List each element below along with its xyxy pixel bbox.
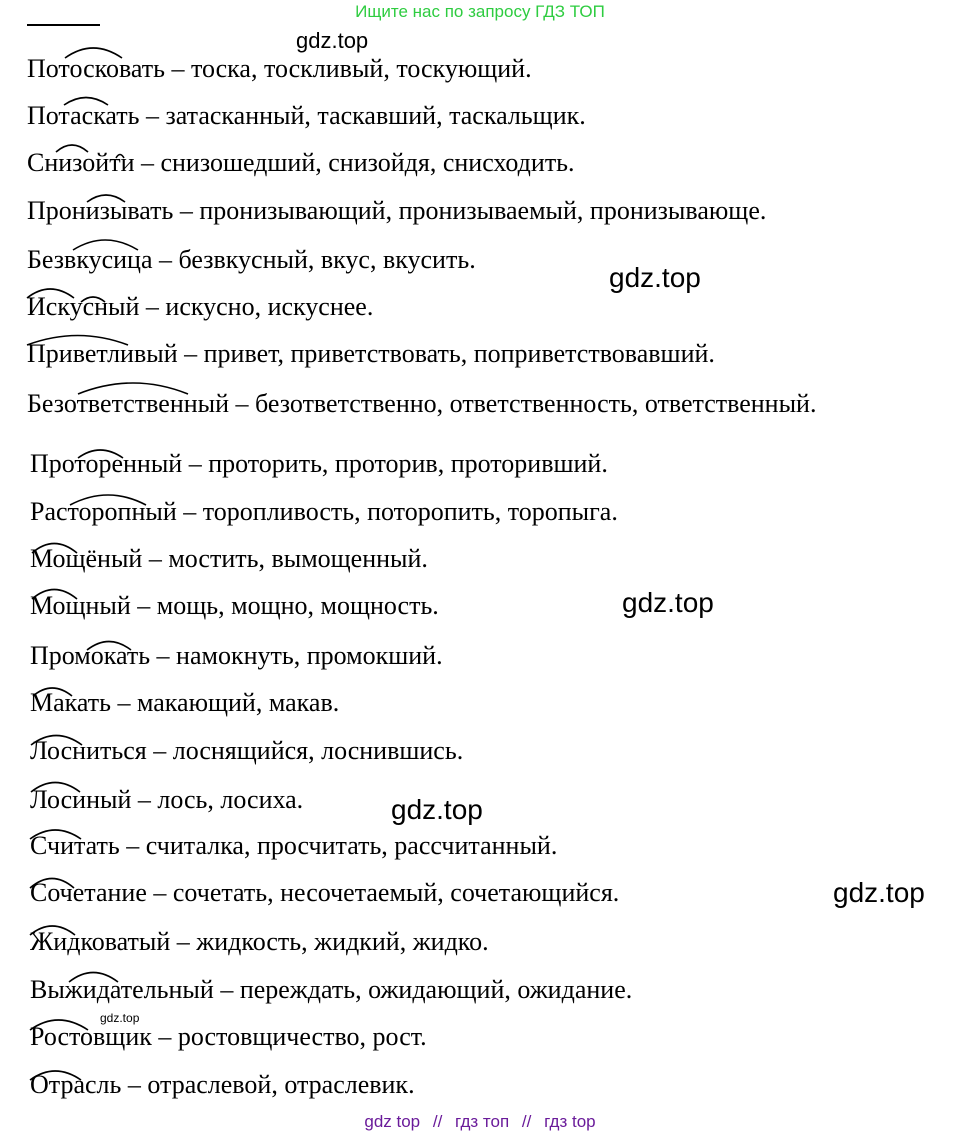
footer-watermark (0, 1112, 960, 1132)
footer-separator: // (521, 1112, 532, 1131)
word-line: Безответственный – безответственно, ответственность, ответственный. (27, 389, 817, 418)
word-line: Выжидательный – переждать, ожидающий, ожидание. (30, 975, 633, 1004)
watermark: gdz.top (391, 794, 483, 825)
word-line: Потаскать – затасканный, таскавший, таскальщик. (27, 101, 586, 130)
word-line: Потосковать – тоска, тоскливый, тоскующий. (27, 54, 532, 83)
watermark: gdz.top (296, 28, 369, 53)
word-line: Макать – макающий, макав. (30, 688, 340, 717)
watermark: gdz.top (609, 262, 701, 293)
word-line: Жидковатый – жидкость, жидкий, жидко. (30, 927, 489, 956)
word-line: Приветливый – привет, приветствовать, поприветствовавший. (27, 339, 715, 368)
word-line: Мощёный – мостить, вымощенный. (30, 544, 428, 573)
footer-item: гдз top (544, 1112, 596, 1131)
word-line: Сочетание – сочетать, несочетаемый, сочетающийся. (30, 878, 620, 907)
watermark: gdz.top (833, 877, 925, 908)
search-banner: Ищите нас по запросу ГДЗ ТОП (355, 2, 605, 21)
word-line: Считать – считалка, просчитать, рассчитанный. (30, 831, 558, 860)
word-line: Пронизывать – пронизывающий, пронизываемый, пронизывающе. (27, 196, 767, 225)
word-line: Снизойти – снизошедший, снизойдя, снисходить. (27, 148, 575, 177)
word-line: Безвкусица – безвкусный, вкус, вкусить. (27, 245, 476, 274)
top-rule (27, 24, 100, 26)
word-line: Лосиный – лось, лосиха. (30, 785, 304, 814)
word-line: Промокать – намокнуть, промокший. (30, 641, 443, 670)
watermark: gdz.top (622, 587, 714, 618)
footer-item: гдз топ (455, 1112, 510, 1131)
footer-separator: // (432, 1112, 443, 1131)
footer-item: gdz top (364, 1112, 421, 1131)
word-line: Проторенный – проторить, проторив, проторивший. (30, 449, 608, 478)
word-line: Искусный – искусно, искуснее. (27, 292, 374, 321)
word-line: Расторопный – торопливость, поторопить, торопыга. (30, 497, 618, 526)
word-line: Ростовщик – ростовщичество, рост. (30, 1022, 427, 1051)
watermark: gdz.top (100, 1011, 140, 1025)
word-line: Отрасль – отраслевой, отраслевик. (30, 1070, 415, 1099)
word-line: Мощный – мощь, мощно, мощность. (30, 591, 439, 620)
word-line: Лосниться – лоснящийся, лоснившись. (30, 736, 464, 765)
